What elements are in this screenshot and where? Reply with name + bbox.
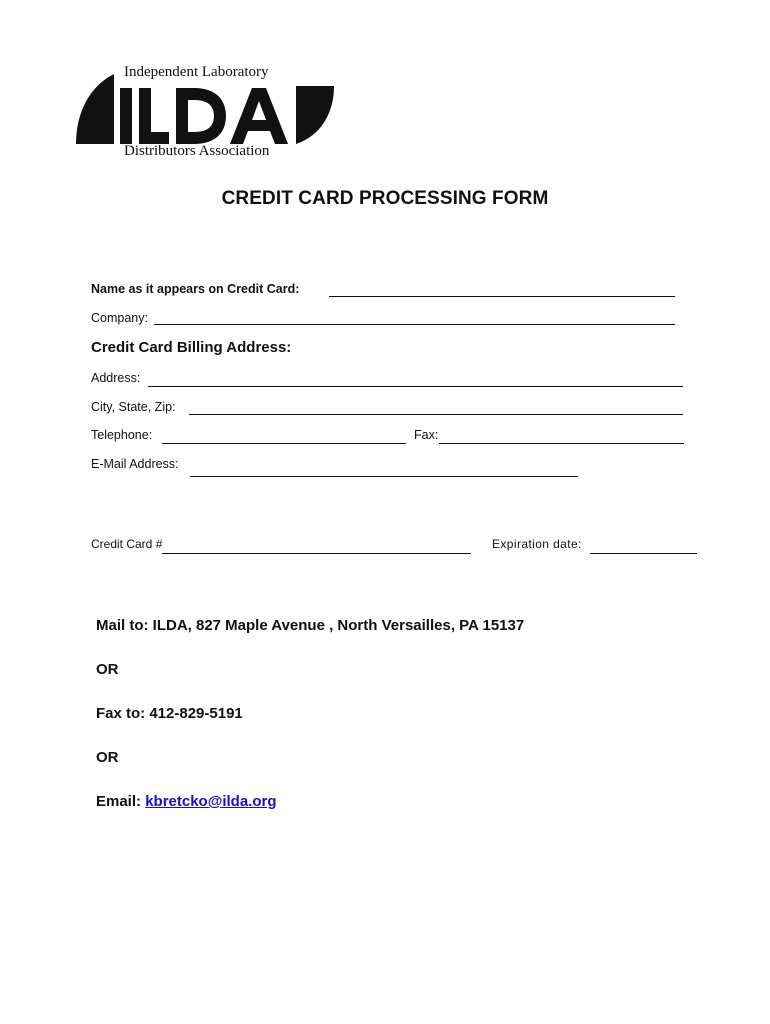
expiration-date-field[interactable] [590,553,697,554]
fax-label: Fax: [414,428,439,442]
email-address-label: E-Mail Address: [91,457,179,471]
or-text-1: OR [96,661,119,678]
credit-card-label: Credit Card # [91,537,163,551]
email-address-field[interactable] [190,476,578,477]
telephone-label: Telephone: [91,428,153,442]
email-link[interactable]: kbretcko@ilda.org [145,793,277,810]
credit-card-field[interactable] [162,553,471,554]
city-state-zip-label: City, State, Zip: [91,400,176,414]
email-line [96,793,277,810]
fax-to-text: Fax to: 412-829-5191 [96,705,243,722]
billing-address-heading: Credit Card Billing Address: [91,339,292,356]
logo-text-bottom: Distributors Association [124,143,270,159]
form-title: CREDIT CARD PROCESSING FORM [221,188,549,209]
address-label: Address: [91,371,141,385]
logo-text-top: Independent Laboratory [124,64,269,80]
email-prefix: Email: [96,793,142,810]
fax-field[interactable] [439,443,684,444]
telephone-field[interactable] [162,443,406,444]
city-state-zip-field[interactable] [189,414,683,415]
mail-to-text: Mail to: ILDA, 827 Maple Avenue , North Versailles, PA 15137 [96,617,525,634]
or-text-2: OR [96,749,119,766]
expiration-date-label: Expiration date: [492,537,582,551]
address-field[interactable] [148,386,683,387]
company-field[interactable] [154,324,675,325]
name-field[interactable] [329,296,675,297]
company-label: Company: [91,311,148,325]
name-label: Name as it appears on Credit Card: [91,282,300,296]
ilda-logo [74,62,336,162]
